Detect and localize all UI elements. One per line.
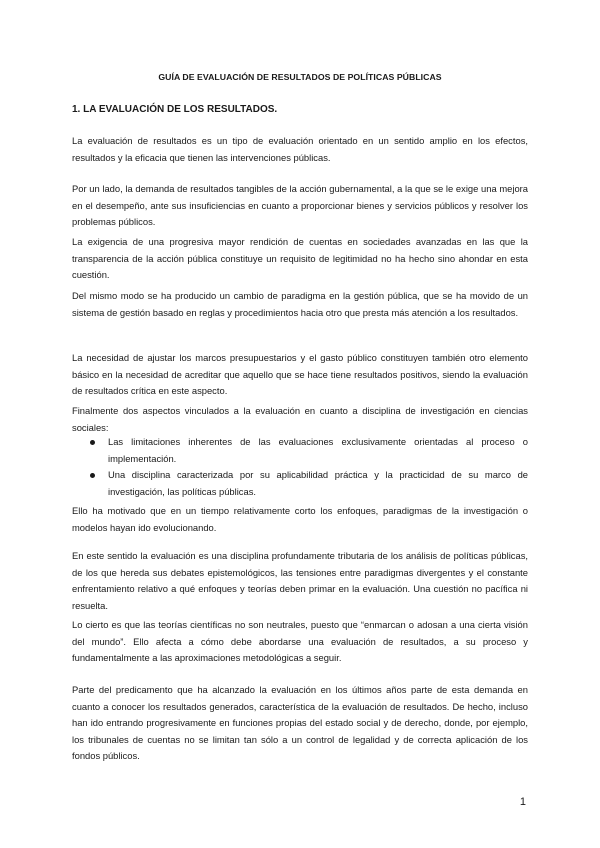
paragraph-10: Parte del predicamento que ha alcanzado la evaluación en los últimos años parte de esta demanda en cuanto a conocer los resultados generados, característica de la evaluación de resultados. De hecho, incluso han ido entrando progresivamente en funciones propias del estado social y de derecho, donde, por ejemplo, los tribunales de cuentas no se limitan tan sólo a un control de legalidad y de correcta aplicación de los fondos públicos. bbox=[72, 684, 528, 762]
paragraph-9: Lo cierto es que las teorías científicas no son neutrales, puesto que “enmarcan o adosan a una cierta visión del mundo”. Ello afecta a cómo debe abordarse una evaluación de resultados, a su proceso y fundamentalmente a las aproximaciones metodológicas a seguir. bbox=[72, 619, 528, 664]
bullet-icon bbox=[90, 440, 95, 445]
paragraph-6: Finalmente dos aspectos vinculados a la evaluación en cuanto a disciplina de investigación en ciencias sociales: bbox=[72, 405, 528, 433]
paragraph-1: La evaluación de resultados es un tipo de evaluación orientado en un sentido amplio en los efectos, resultados y la eficacia que tienen las intervenciones públicas. bbox=[72, 135, 528, 163]
paragraph-8: En este sentido la evaluación es una disciplina profundamente tributaria de los análisis de políticas públicas, de los que hereda sus debates epistemológicos, las tensiones entre paradigmas divergentes y el constante enfrentamiento relativo a qué enfoques y teorías deben primar en la evaluación. Una cuestión no pacífica ni resuelta. bbox=[72, 550, 528, 611]
list-item bbox=[72, 467, 528, 500]
list-item-text: Una disciplina caracterizada por su aplicabilidad práctica y la practicidad de su marco de investigación, las políticas públicas. bbox=[108, 469, 528, 497]
paragraph-3: La exigencia de una progresiva mayor rendición de cuentas en sociedades avanzadas en las que la transparencia de la acción pública constituye un requisito de legitimidad no ha hecho sino ahondar en esta cuestión. bbox=[72, 236, 528, 281]
paragraph-5: La necesidad de ajustar los marcos presupuestarios y el gasto público constituyen también otro elemento básico en la necesidad de acreditar que aquello que se hace tiene resultados positivos, siendo la evaluación de resultados crítica en este aspecto. bbox=[72, 352, 528, 397]
paragraph-4: Del mismo modo se ha producido un cambio de paradigma en la gestión pública, que se ha movido de un sistema de gestión basado en reglas y procedimientos hacia otro que presta más atención a los resultados. bbox=[72, 290, 528, 318]
page-number: 1 bbox=[519, 796, 526, 808]
list-item-text: Las limitaciones inherentes de las evaluaciones exclusivamente orientadas al proceso o implementación. bbox=[108, 436, 528, 464]
bullet-list bbox=[72, 434, 528, 500]
paragraph-7: Ello ha motivado que en un tiempo relativamente corto los enfoques, paradigmas de la investigación o modelos hayan ido evolucionando. bbox=[72, 505, 528, 533]
document-title: GUÍA DE EVALUACIÓN DE RESULTADOS DE POLÍTICAS PÚBLICAS bbox=[158, 72, 442, 82]
bullet-icon bbox=[90, 473, 95, 478]
section-heading: 1. LA EVALUACIÓN DE LOS RESULTADOS. bbox=[72, 104, 278, 115]
list-item bbox=[72, 434, 528, 467]
paragraph-2: Por un lado, la demanda de resultados tangibles de la acción gubernamental, a la que se le exige una mejora en el desempeño, ante sus insuficiencias en cuanto a proporcionar bienes y servicios públicos y resolver los problemas públicos. bbox=[72, 183, 528, 228]
